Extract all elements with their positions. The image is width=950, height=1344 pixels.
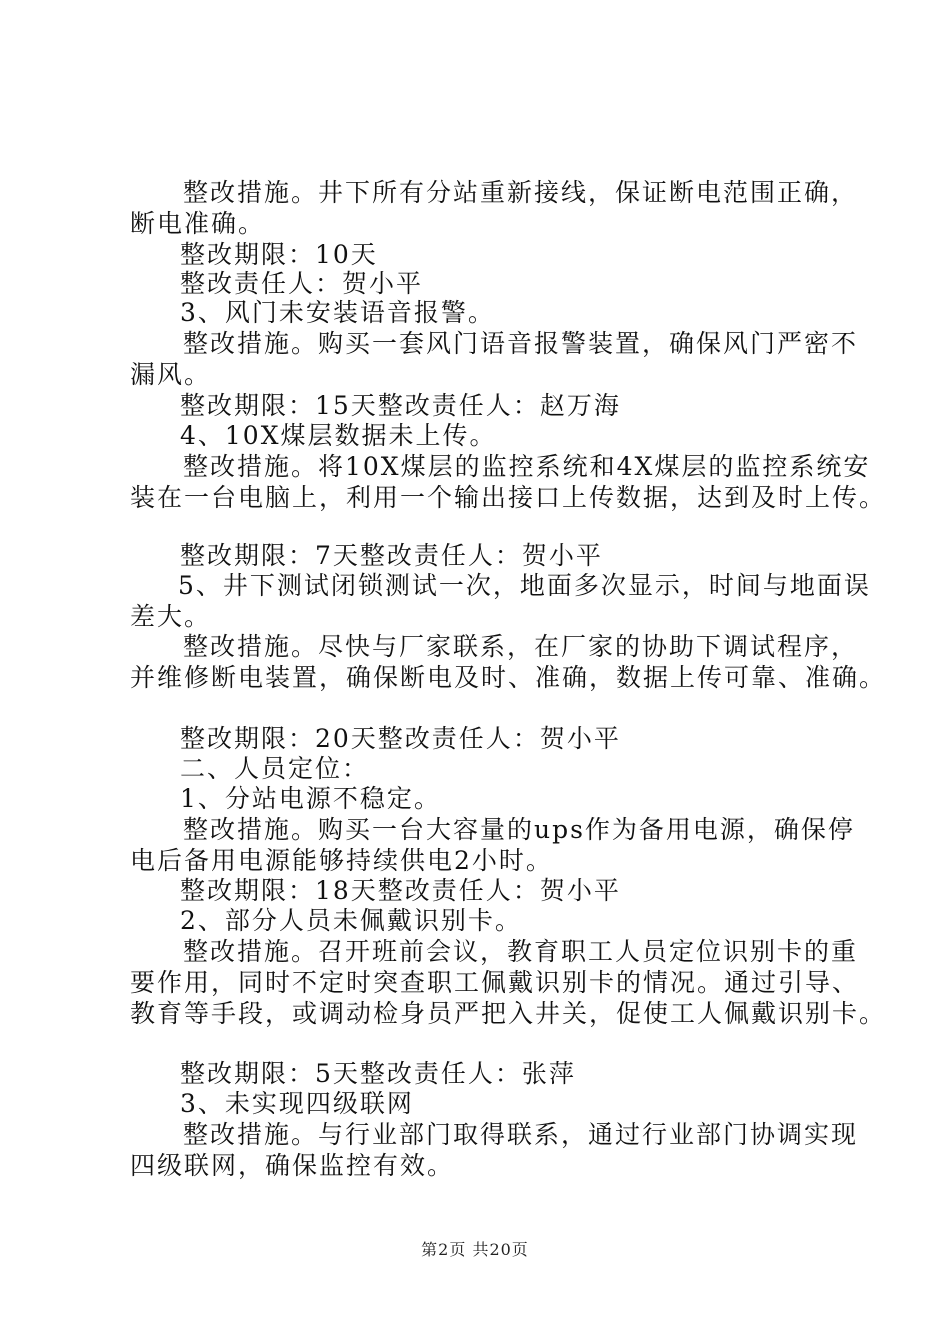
paragraph-line: 整改期限：15天整改责任人：赵万海 (180, 391, 621, 420)
paragraph-line: 教育等手段，或调动检身员严把入井关，促使工人佩戴识别卡。 (130, 999, 887, 1028)
paragraph-line: 整改措施。井下所有分站重新接线，保证断电范围正确， (183, 178, 859, 207)
paragraph-line: 2、部分人员未佩戴识别卡。 (180, 906, 522, 935)
paragraph-line: 整改措施。将10X煤层的监控系统和4X煤层的监控系统安 (183, 452, 871, 481)
paragraph-line: 二、人员定位： (180, 754, 370, 783)
paragraph-line: 装在一台电脑上，利用一个输出接口上传数据，达到及时上传。 (130, 483, 887, 512)
paragraph-line: 并维修断电装置，确保断电及时、准确，数据上传可靠、准确。 (130, 663, 887, 692)
paragraph-line: 整改期限：20天整改责任人：贺小平 (180, 724, 621, 753)
paragraph-line: 差大。 (130, 602, 212, 631)
paragraph-line: 整改措施。购买一台大容量的ups作为备用电源，确保停 (183, 815, 855, 844)
paragraph-line: 整改措施。与行业部门取得联系，通过行业部门协调实现 (183, 1120, 859, 1149)
paragraph-line: 断电准确。 (130, 209, 266, 238)
paragraph-line: 3、风门未安装语音报警。 (180, 298, 495, 327)
paragraph-line: 漏风。 (130, 360, 212, 389)
paragraph-line: 1、分站电源不稳定。 (180, 784, 441, 813)
paragraph-line: 要作用，同时不定时突查职工佩戴识别卡的情况。通过引导、 (130, 968, 860, 997)
paragraph-line: 四级联网，确保监控有效。 (130, 1151, 455, 1180)
paragraph-line: 整改措施。尽快与厂家联系，在厂家的协助下调试程序， (183, 632, 859, 661)
paragraph-line: 电后备用电源能够持续供电2小时。 (130, 846, 553, 875)
paragraph-line: 4、10X煤层数据未上传。 (180, 421, 497, 450)
paragraph-line: 整改期限：10天 (180, 240, 378, 269)
paragraph-line: 整改措施。购买一套风门语音报警装置，确保风门严密不 (183, 329, 859, 358)
paragraph-line: 5、井下测试闭锁测试一次，地面多次显示，时间与地面误 (178, 571, 871, 600)
paragraph-line: 整改措施。召开班前会议，教育职工人员定位识别卡的重 (183, 937, 859, 966)
paragraph-line: 3、未实现四级联网 (180, 1089, 414, 1118)
paragraph-line: 整改期限：7天整改责任人：贺小平 (180, 541, 603, 570)
paragraph-line: 整改责任人：贺小平 (180, 269, 424, 298)
paragraph-line: 整改期限：5天整改责任人：张萍 (180, 1059, 576, 1088)
paragraph-line: 整改期限：18天整改责任人：贺小平 (180, 876, 621, 905)
page-number-footer: 第2页 共20页 (421, 1240, 529, 1259)
